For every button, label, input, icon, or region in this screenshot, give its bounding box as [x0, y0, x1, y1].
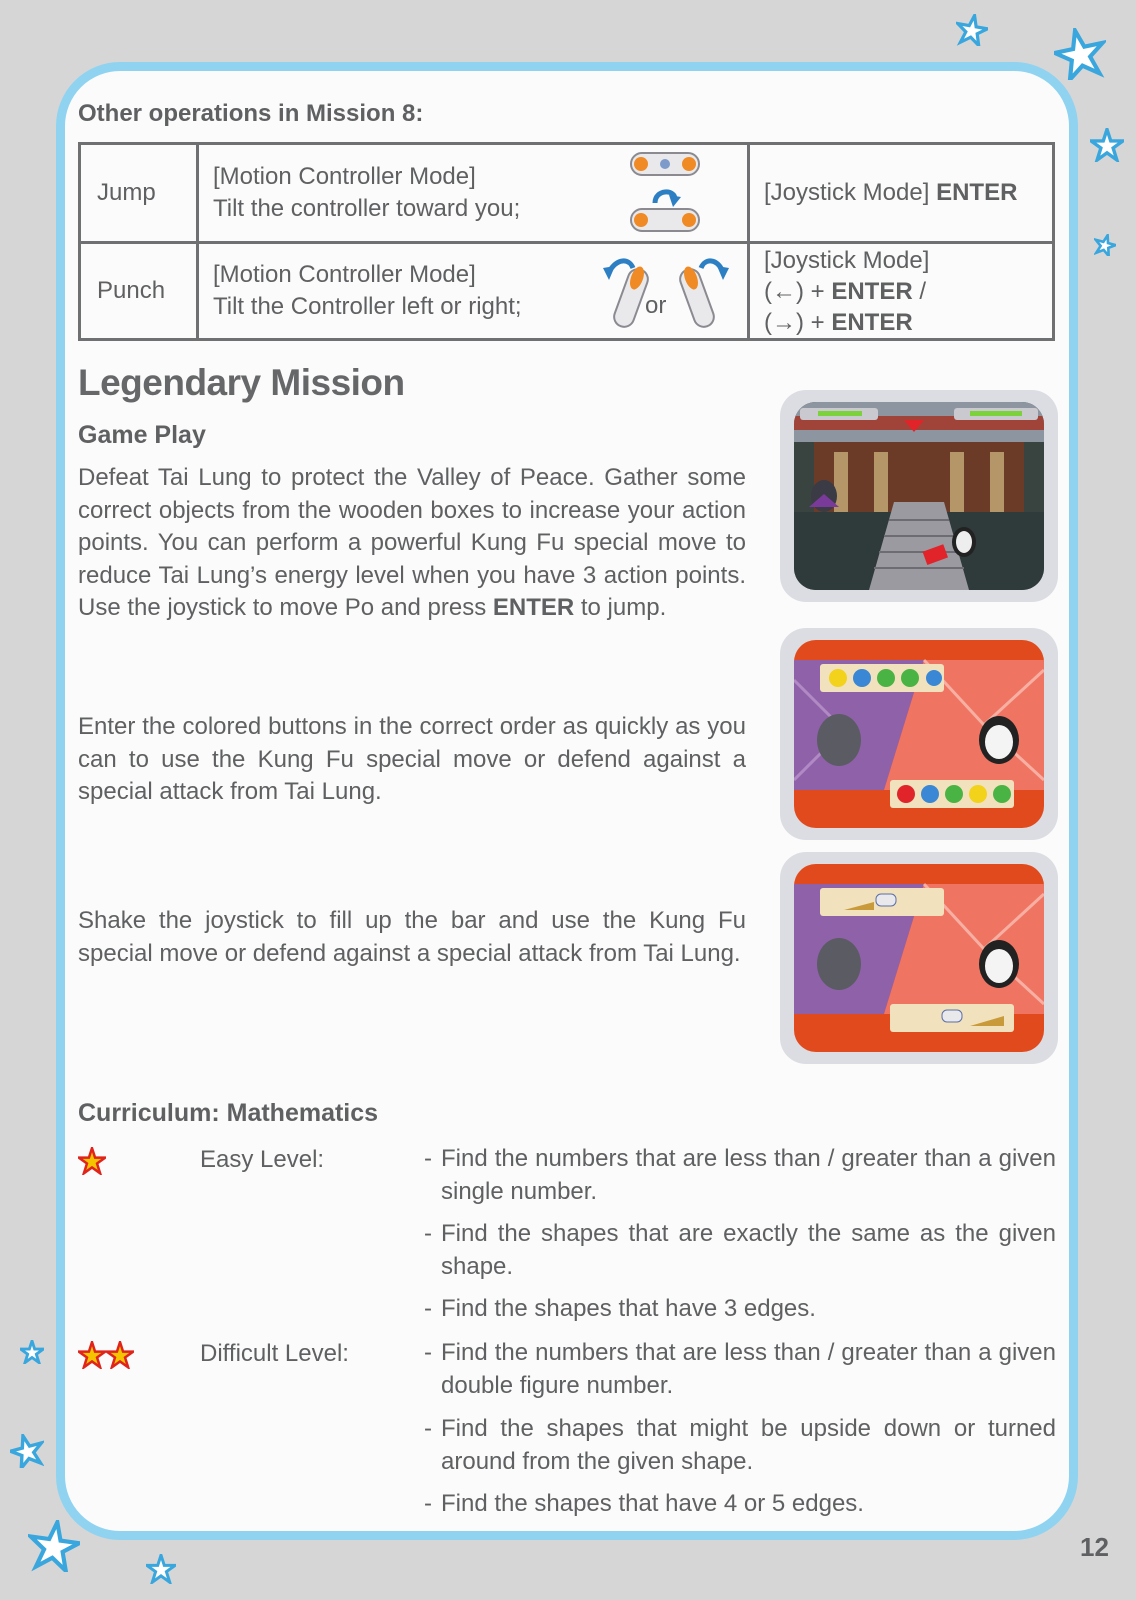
- list-item: - Find the shapes that are exactly the same as the given shape.: [424, 1220, 1056, 1280]
- separator-slash: /: [912, 277, 927, 305]
- action-cell: Jump: [80, 144, 198, 243]
- or-label: or: [645, 292, 667, 319]
- motion-mode-label: [Motion Controller Mode]: [213, 163, 476, 190]
- list-item: - Find the numbers that are less than / greater than a given double figure number.: [424, 1339, 1056, 1399]
- operations-table: [78, 142, 1055, 341]
- controller-tilt-sideways-icon: [599, 250, 735, 332]
- decorative-star-icon: [20, 1340, 44, 1364]
- easy-level-star-icon: [78, 1147, 106, 1175]
- game-screenshot-shake-bar: [780, 852, 1058, 1064]
- decorative-star-icon: [1094, 234, 1116, 256]
- motion-cell: [198, 144, 749, 243]
- action-cell: Punch: [80, 243, 198, 340]
- joystick-mode-label: [Joystick Mode]: [764, 179, 930, 206]
- colored-buttons-paragraph: Enter the colored buttons in the correct order as quickly as you can to use the Kung Fu special move or defend against a special attack from Tai Lung.: [78, 713, 746, 805]
- section-title: Legendary Mission: [78, 362, 405, 403]
- curriculum-heading: Curriculum: Mathematics: [78, 1099, 379, 1127]
- joystick-cell: [749, 144, 1054, 243]
- game-screenshot-colored-buttons: [780, 628, 1058, 840]
- motion-instruction: Tilt the Controller left or right;: [213, 293, 522, 320]
- table-row: [80, 243, 1054, 340]
- enter-key-label: ENTER: [831, 308, 913, 336]
- joystick-cell: [749, 243, 1054, 340]
- motion-instruction: Tilt the controller toward you;: [213, 195, 521, 222]
- decorative-star-icon: [1090, 128, 1124, 162]
- decorative-star-icon: [1054, 28, 1106, 80]
- left-arrow-combo: (←) +: [764, 277, 832, 305]
- decorative-star-icon: [28, 1520, 80, 1572]
- list-item: - Find the numbers that are less than / greater than a given single number.: [424, 1145, 1056, 1205]
- list-item: - Find the shapes that have 4 or 5 edges.: [424, 1490, 864, 1517]
- table-row: [80, 144, 1054, 243]
- enter-key-label: ENTER: [492, 594, 575, 621]
- difficult-level-label: Difficult Level:: [200, 1340, 349, 1367]
- shake-joystick-paragraph: Shake the joystick to fill up the bar and use the Kung Fu special move or defend against a special attack from Tai Lung.: [78, 907, 746, 967]
- game-screenshot-temple: [780, 390, 1058, 602]
- decorative-star-icon: [146, 1554, 176, 1584]
- enter-key-label: ENTER: [936, 179, 1018, 206]
- list-item: - Find the shapes that have 3 edges.: [424, 1295, 816, 1322]
- decorative-star-icon: [10, 1434, 44, 1468]
- game-play-heading: Game Play: [78, 421, 206, 449]
- motion-mode-label: [Motion Controller Mode]: [213, 261, 476, 288]
- page-number: 12: [1080, 1532, 1109, 1562]
- difficult-level-star-icon: [78, 1341, 106, 1369]
- right-arrow-combo: (→) +: [764, 308, 832, 336]
- list-item: - Find the shapes that might be upside down or turned around from the given shape.: [424, 1415, 1056, 1475]
- enter-key-label: ENTER: [831, 277, 913, 305]
- game-play-paragraph: Defeat Tai Lung to protect the Valley of Peace. Gather some correct objects from the wooden boxes to increase your action points. You can perform a powerful Kung Fu special move to reduce Tai Lung’s energy level when you have 3 action points. Use the joystick to move Po and press ENTER to jump.: [78, 464, 746, 621]
- controller-tilt-toward-icon: [627, 151, 703, 233]
- decorative-star-icon: [956, 14, 988, 46]
- joystick-mode-label: [Joystick Mode]: [764, 246, 930, 274]
- motion-cell: [198, 243, 749, 340]
- operations-heading: Other operations in Mission 8:: [78, 100, 424, 127]
- difficult-level-star-icon: [106, 1341, 134, 1369]
- easy-level-label: Easy Level:: [200, 1146, 325, 1173]
